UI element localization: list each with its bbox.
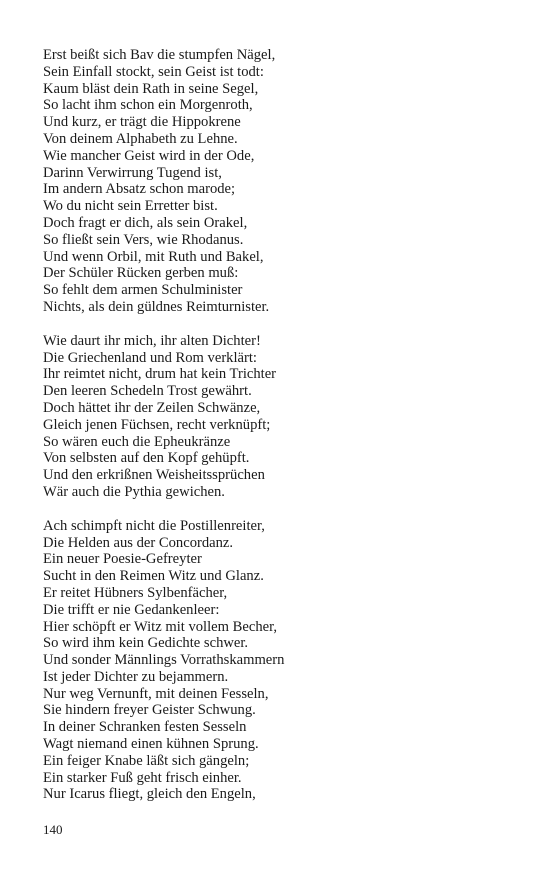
poem-line: Wär auch die Pythia gewichen. (43, 483, 225, 500)
poem-line: Gleich jenen Füchsen, recht verknüpft; (43, 416, 271, 433)
page-number: 140 (43, 822, 63, 837)
stanza-3 (43, 518, 513, 804)
poem-line: So lacht ihm schon ein Morgenroth, (43, 97, 253, 114)
poem-line: Kaum bläst dein Rath in seine Segel, (43, 80, 259, 97)
poem-line: Wie mancher Geist wird in der Ode, (43, 147, 255, 164)
poem-line: Er reitet Hübners Sylbenfächer, (43, 584, 228, 601)
poem-line: Im andern Absatz schon marode; (43, 181, 236, 198)
poem-line: Wo du nicht sein Erretter bist. (43, 198, 218, 215)
poem-line: Der Schüler Rücken gerben muß: (43, 265, 239, 282)
poem-line: Wie daurt ihr mich, ihr alten Dichter! (43, 332, 261, 349)
poem-line: Nur Icarus fliegt, gleich den Engeln, (43, 786, 256, 803)
poem-line: Darinn Verwirrung Tugend ist, (43, 164, 222, 181)
poem-line: Ein starker Fuß geht frisch einher. (43, 769, 242, 786)
poem-line: So fließt sein Vers, wie Rhodanus. (43, 231, 244, 248)
poem-line: Erst beißt sich Bav die stumpfen Nägel, (43, 47, 276, 63)
poem-line: Und den erkrißnen Weisheitssprüchen (43, 467, 265, 484)
poem-line: Doch hättet ihr der Zeilen Schwänze, (43, 399, 261, 416)
poem-line: Sie hindern freyer Geister Schwung. (43, 702, 256, 719)
poem-line: Ach schimpft nicht die Postillenreiter, (43, 517, 265, 534)
poem-line: So fehlt dem armen Schulminister (43, 282, 243, 299)
poem-line: Und sonder Männlings Vorrathskammern (43, 652, 285, 669)
poem-line: Ein neuer Poesie-Gefreyter (43, 551, 202, 568)
poem-line: Ihr reimtet nicht, drum hat kein Trichter (43, 366, 277, 383)
poem-line: Ist jeder Dichter zu bejammern. (43, 668, 229, 685)
poem-line: Hier schöpft er Witz mit vollem Becher, (43, 618, 278, 635)
poem-line: In deiner Schranken festen Sesseln (43, 719, 247, 736)
poem-line: Von selbsten auf den Kopf gehüpft. (43, 450, 250, 467)
poem-line: Und wenn Orbil, mit Ruth und Bakel, (43, 248, 264, 265)
poem-line: So wären euch die Epheukränze (43, 433, 231, 450)
poem-line: Sucht in den Reimen Witz und Glanz. (43, 568, 264, 585)
stanza-1 (43, 47, 513, 316)
poem-line: Ein feiger Knabe läßt sich gängeln; (43, 752, 250, 769)
poem-line: Die Helden aus der Concordanz. (43, 534, 234, 551)
poem-line: So wird ihm kein Gedichte schwer. (43, 635, 249, 652)
poem-line: Sein Einfall stockt, sein Geist ist todt: (43, 63, 264, 80)
stanza-2 (43, 333, 513, 501)
poem-line: Nichts, als dein güldnes Reimturnister. (43, 298, 270, 315)
poem-line: Wagt niemand einen kühnen Sprung. (43, 736, 259, 753)
poem-line: Von deinem Alphabeth zu Lehne. (43, 130, 238, 147)
poem-text (43, 47, 513, 820)
poem-line: Nur weg Vernunft, mit deinen Fesseln, (43, 685, 269, 702)
poem-line: Doch fragt er dich, als sein Orakel, (43, 214, 248, 231)
poem-line: Und kurz, er trägt die Hippokrene (43, 114, 241, 131)
poem-line: Die Griechenland und Rom verklärt: (43, 349, 257, 366)
poem-line: Die trifft er nie Gedankenleer: (43, 601, 220, 618)
poem-line: Den leeren Schedeln Trost gewährt. (43, 383, 252, 400)
